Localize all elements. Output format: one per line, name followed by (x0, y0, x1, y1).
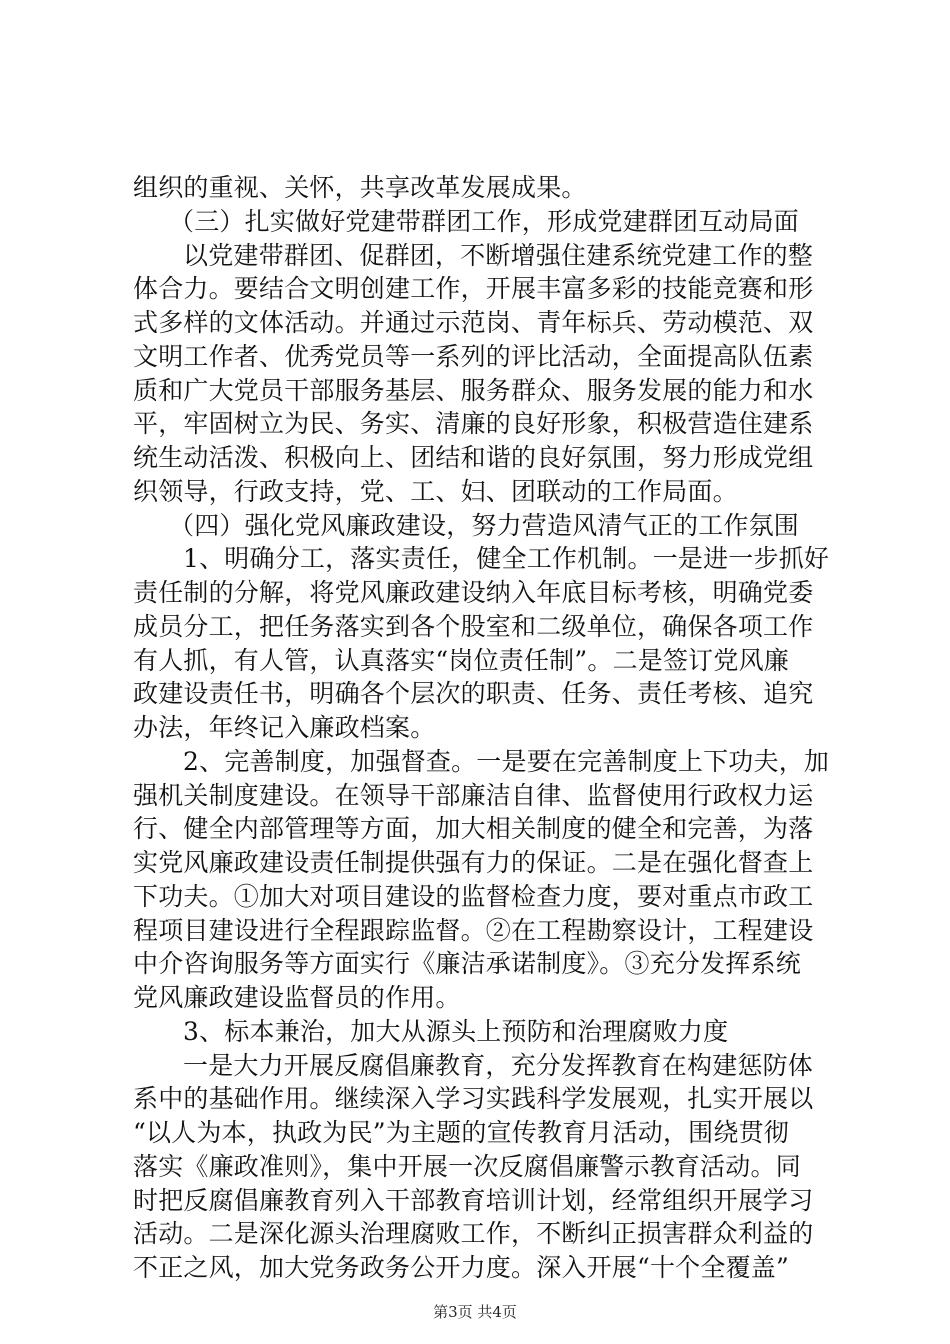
text-line: 实党风廉政建设责任制提供强有力的保证。二是在强化督查上 (133, 848, 814, 877)
text-line: 责任制的分解，将党风廉政建设纳入年底目标考核，明确党委 (133, 578, 814, 607)
text-line: “以人为本，执政为民”为主题的宣传教育月活动，围绕贯彻 (133, 1118, 789, 1147)
text-line: 组织的重视、关怀，共享改革发展成果。 (133, 173, 587, 202)
text-line: 文明工作者、优秀党员等一系列的评比活动，全面提高队伍素 (133, 342, 814, 371)
text-line: 强机关制度建设。在领导干部廉洁自律、监督使用行政权力运 (133, 781, 814, 810)
text-line: 时把反腐倡廉教育列入干部教育培训计划，经常组织开展学习 (133, 1186, 814, 1215)
text-line: 落实《廉政准则》，集中开展一次反腐倡廉警示教育活动。同 (133, 1152, 801, 1181)
text-line: 政建设责任书，明确各个层次的职责、任务、责任考核、追究 (133, 679, 814, 708)
text-line: 织领导，行政支持，党、工、妇、团联动的工作局面。 (133, 477, 738, 506)
text-line: 式多样的文体活动。并通过示范岗、青年标兵、劳动模范、双 (133, 308, 814, 337)
text-line: 行、健全内部管理等方面，加大相关制度的健全和完善，为落 (133, 814, 814, 843)
text-line: 以党建带群团、促群团，不断增强住建系统党建工作的整 (183, 241, 814, 270)
text-line: 一是大力开展反腐倡廉教育，充分发挥教育在构建惩防体 (183, 1051, 814, 1080)
text-line: 统生动活泼、积极向上、团结和谐的良好氛围，努力形成党组 (133, 443, 814, 472)
text-line: 系中的基础作用。继续深入学习实践科学发展观，扎实开展以 (133, 1084, 814, 1113)
text-line: 2、完善制度，加强督查。一是要在完善制度上下功夫，加 (183, 747, 830, 776)
text-line: 1、明确分工，落实责任，健全工作机制。一是进一步抓好 (183, 544, 830, 573)
section-heading: （四）强化党风廉政建设，努力营造风清气正的工作氛围 (169, 511, 800, 540)
section-heading: （三）扎实做好党建带群团工作，形成党建群团互动局面 (169, 207, 800, 236)
text-line: 成员分工，把任务落实到各个股室和二级单位，确保各项工作 (133, 612, 814, 641)
text-line: 不正之风，加大党务政务公开力度。深入开展“十个全覆盖” (133, 1253, 789, 1282)
page-number-footer: 第3页 共4页 (433, 1303, 517, 1321)
text-line: 活动。二是深化源头治理腐败工作，不断纠正损害群众利益的 (133, 1219, 814, 1248)
text-line: 党风廉政建设监督员的作用。 (133, 983, 461, 1012)
text-line: 质和广大党员干部服务基层、服务群众、服务发展的能力和水 (133, 376, 814, 405)
text-line: 办法，年终记入廉政档案。 (133, 713, 436, 742)
text-line: 平，牢固树立为民、务实、清廉的良好形象，积极营造住建系 (133, 409, 814, 438)
text-line: 程项目建设进行全程跟踪监督。②在工程勘察设计，工程建设 (133, 916, 814, 945)
text-line: 中介咨询服务等方面实行《廉洁承诺制度》。③充分发挥系统 (133, 949, 801, 978)
text-line: 体合力。要结合文明创建工作，开展丰富多彩的技能竞赛和形 (133, 274, 814, 303)
text-line: 有人抓，有人管，认真落实“岗位责任制”。二是签订党风廉 (133, 646, 789, 675)
text-line: 3、标本兼治，加大从源头上预防和治理腐败力度 (183, 1017, 729, 1046)
text-line: 下功夫。①加大对项目建设的监督检查力度，要对重点市政工 (133, 882, 814, 911)
